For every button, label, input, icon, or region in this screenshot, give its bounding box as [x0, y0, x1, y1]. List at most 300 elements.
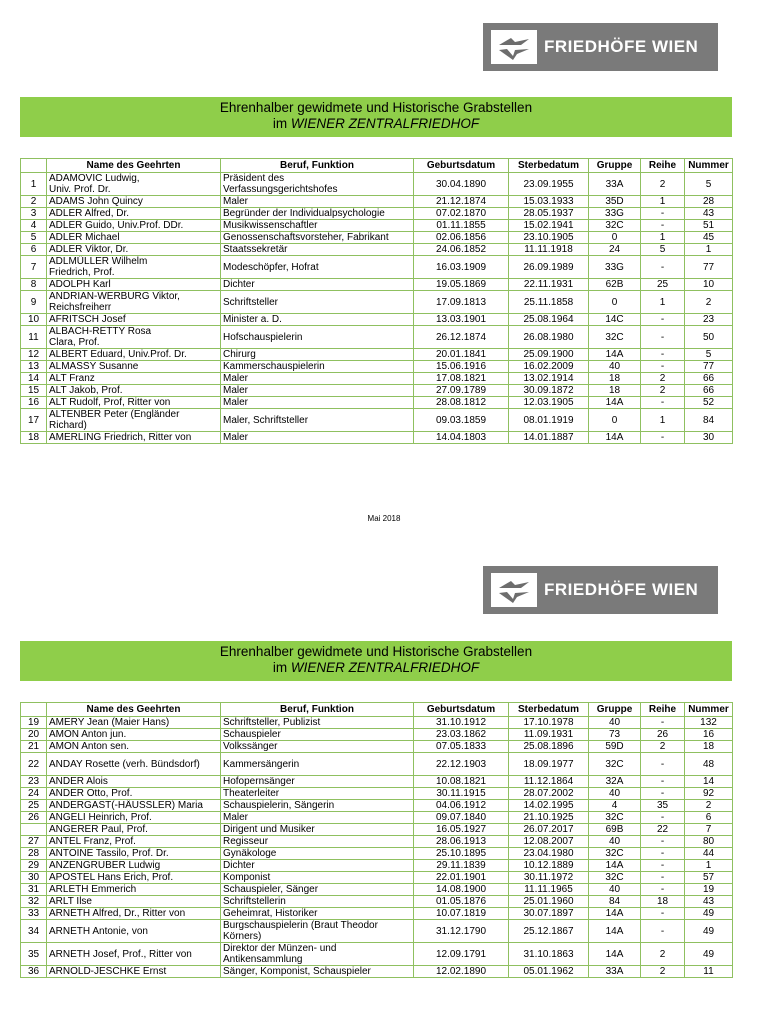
cell-profession: Geheimrat, Historiker	[221, 908, 414, 920]
cell-death-date: 11.11.1965	[509, 884, 589, 896]
cell-group: 14A	[589, 432, 641, 444]
cell-birth-date: 31.12.1790	[414, 920, 509, 943]
cell-death-date: 14.02.1995	[509, 800, 589, 812]
cell-number: 77	[685, 256, 733, 279]
cell-row-number: 31	[21, 884, 47, 896]
column-header-group: Gruppe	[589, 159, 641, 173]
cell-number: 44	[685, 848, 733, 860]
cell-honoree-name: AMERLING Friedrich, Ritter von	[47, 432, 221, 444]
cell-profession: Maler	[221, 397, 414, 409]
cell-honoree-name: ADLER Viktor, Dr.	[47, 244, 221, 256]
table-row	[21, 717, 733, 729]
cell-number: 51	[685, 220, 733, 232]
cell-group: 18	[589, 373, 641, 385]
page-subtitle: im WIENER ZENTRALFRIEDHOF	[272, 660, 480, 675]
cell-row: -	[641, 349, 685, 361]
cell-row-number: 34	[21, 920, 47, 943]
cell-birth-date: 14.04.1803	[414, 432, 509, 444]
cell-birth-date: 09.07.1840	[414, 812, 509, 824]
cell-number: 80	[685, 836, 733, 848]
cell-group: 40	[589, 361, 641, 373]
cell-row: -	[641, 361, 685, 373]
cell-death-date: 10.12.1889	[509, 860, 589, 872]
cell-profession: Kammersängerin	[221, 753, 414, 776]
cell-honoree-name: ADAMS John Quincy	[47, 196, 221, 208]
cell-row-number: 27	[21, 836, 47, 848]
cell-honoree-name: ADLER Alfred, Dr.	[47, 208, 221, 220]
cell-row: 22	[641, 824, 685, 836]
cell-group: 33G	[589, 256, 641, 279]
table-row	[21, 385, 733, 397]
table-row	[21, 196, 733, 208]
cell-honoree-name: ADLER Michael	[47, 232, 221, 244]
cell-birth-date: 30.11.1915	[414, 788, 509, 800]
cell-birth-date: 07.02.1870	[414, 208, 509, 220]
cell-death-date: 18.09.1977	[509, 753, 589, 776]
cell-honoree-name: ARNETH Josef, Prof., Ritter von	[47, 943, 221, 966]
column-header-birth-date: Geburtsdatum	[414, 703, 509, 717]
cell-row-number: 1	[21, 173, 47, 196]
cell-row-number: 6	[21, 244, 47, 256]
cell-row-number: 35	[21, 943, 47, 966]
cell-row: 1	[641, 409, 685, 432]
cell-birth-date: 14.08.1900	[414, 884, 509, 896]
cell-row-number: 11	[21, 326, 47, 349]
cell-row: -	[641, 872, 685, 884]
cell-birth-date: 04.06.1912	[414, 800, 509, 812]
cell-row: -	[641, 717, 685, 729]
cell-number: 5	[685, 173, 733, 196]
cell-group: 0	[589, 291, 641, 314]
cell-birth-date: 07.05.1833	[414, 741, 509, 753]
cell-birth-date: 17.08.1821	[414, 373, 509, 385]
cell-row-number: 10	[21, 314, 47, 326]
cell-death-date: 11.12.1864	[509, 776, 589, 788]
cell-profession: Maler, Schriftsteller	[221, 409, 414, 432]
cell-number: 66	[685, 385, 733, 397]
logo-mark-icon	[491, 573, 537, 607]
cell-number: 48	[685, 753, 733, 776]
cell-birth-date: 13.03.1901	[414, 314, 509, 326]
cell-death-date: 25.12.1867	[509, 920, 589, 943]
cell-row: 26	[641, 729, 685, 741]
cell-death-date: 12.08.2007	[509, 836, 589, 848]
cell-row: 18	[641, 896, 685, 908]
cell-death-date: 26.09.1989	[509, 256, 589, 279]
column-header-group: Gruppe	[589, 703, 641, 717]
cell-birth-date: 29.11.1839	[414, 860, 509, 872]
cell-row-number: 33	[21, 908, 47, 920]
cell-row-number: 17	[21, 409, 47, 432]
cell-number: 132	[685, 717, 733, 729]
cell-group: 14A	[589, 920, 641, 943]
cell-honoree-name: ADLER Guido, Univ.Prof. DDr.	[47, 220, 221, 232]
cell-birth-date: 27.09.1789	[414, 385, 509, 397]
cell-number: 1	[685, 244, 733, 256]
cell-birth-date: 01.05.1876	[414, 896, 509, 908]
cell-birth-date: 09.03.1859	[414, 409, 509, 432]
cell-row-number: 30	[21, 872, 47, 884]
cell-profession: Musikwissenschaftler	[221, 220, 414, 232]
cell-honoree-name: ALT Franz	[47, 373, 221, 385]
table-row	[21, 741, 733, 753]
table-row	[21, 256, 733, 279]
cell-group: 73	[589, 729, 641, 741]
cell-number: 28	[685, 196, 733, 208]
cell-profession: Dirigent und Musiker	[221, 824, 414, 836]
cell-row-number: 3	[21, 208, 47, 220]
title-band	[20, 641, 732, 681]
cell-profession: Sänger, Komponist, Schauspieler	[221, 966, 414, 978]
page-subtitle: im WIENER ZENTRALFRIEDHOF	[272, 116, 480, 131]
cell-number: 45	[685, 232, 733, 244]
cell-profession: Komponist	[221, 872, 414, 884]
cell-row: -	[641, 432, 685, 444]
cell-profession: Hofopernsänger	[221, 776, 414, 788]
cell-profession: Burgschauspielerin (Braut Theodor Körners)	[221, 920, 414, 943]
cell-row-number: 21	[21, 741, 47, 753]
cell-honoree-name: AFRITSCH Josef	[47, 314, 221, 326]
cell-honoree-name: ANDER Otto, Prof.	[47, 788, 221, 800]
cell-birth-date: 25.10.1895	[414, 848, 509, 860]
cell-profession: Maler	[221, 373, 414, 385]
table-row	[21, 244, 733, 256]
cell-honoree-name: ALMASSY Susanne	[47, 361, 221, 373]
cell-number: 6	[685, 812, 733, 824]
column-header-honoree-name: Name des Geehrten	[47, 703, 221, 717]
column-header-profession: Beruf, Funktion	[221, 703, 414, 717]
cell-number: 57	[685, 872, 733, 884]
table-row	[21, 824, 733, 836]
cell-group: 84	[589, 896, 641, 908]
cell-profession: Modeschöpfer, Hofrat	[221, 256, 414, 279]
cell-row-number: 23	[21, 776, 47, 788]
cell-row-number: 36	[21, 966, 47, 978]
cell-number: 49	[685, 920, 733, 943]
table-row	[21, 729, 733, 741]
cell-row: -	[641, 788, 685, 800]
cell-profession: Maler	[221, 432, 414, 444]
table-row	[21, 291, 733, 314]
cell-group: 14A	[589, 397, 641, 409]
cell-group: 40	[589, 884, 641, 896]
cell-group: 32C	[589, 326, 641, 349]
cell-group: 18	[589, 385, 641, 397]
cell-profession: Chirurg	[221, 349, 414, 361]
table-row	[21, 349, 733, 361]
cell-honoree-name: ALT Jakob, Prof.	[47, 385, 221, 397]
cell-group: 33A	[589, 966, 641, 978]
cell-death-date: 12.03.1905	[509, 397, 589, 409]
cell-profession: Direktor der Münzen- und Antikensammlung	[221, 943, 414, 966]
cell-profession: Gynäkologe	[221, 848, 414, 860]
cell-number: 16	[685, 729, 733, 741]
table-row	[21, 836, 733, 848]
cell-row-number: 32	[21, 896, 47, 908]
cell-row-number: 4	[21, 220, 47, 232]
cell-birth-date: 10.07.1819	[414, 908, 509, 920]
graves-table-1	[20, 158, 733, 444]
cell-birth-date: 28.08.1812	[414, 397, 509, 409]
cell-birth-date: 23.03.1862	[414, 729, 509, 741]
column-header-birth-date: Geburtsdatum	[414, 159, 509, 173]
cell-death-date: 23.10.1905	[509, 232, 589, 244]
cell-row: 5	[641, 244, 685, 256]
cell-row: 1	[641, 232, 685, 244]
logo-text: FRIEDHÖFE WIEN	[544, 37, 699, 56]
cell-row-number: 14	[21, 373, 47, 385]
column-header-number: Nummer	[685, 159, 733, 173]
cell-honoree-name: ARLETH Emmerich	[47, 884, 221, 896]
cell-number: 43	[685, 896, 733, 908]
cell-honoree-name: ALBERT Eduard, Univ.Prof. Dr.	[47, 349, 221, 361]
cell-honoree-name: AMON Anton sen.	[47, 741, 221, 753]
cell-death-date: 11.09.1931	[509, 729, 589, 741]
cell-row: -	[641, 326, 685, 349]
table-row	[21, 812, 733, 824]
cell-death-date: 21.10.1925	[509, 812, 589, 824]
table-row	[21, 896, 733, 908]
cell-row: -	[641, 884, 685, 896]
cell-row-number: 24	[21, 788, 47, 800]
cell-group: 4	[589, 800, 641, 812]
cell-death-date: 28.05.1937	[509, 208, 589, 220]
cell-number: 2	[685, 291, 733, 314]
cell-row: -	[641, 220, 685, 232]
cell-profession: Regisseur	[221, 836, 414, 848]
cell-group: 33G	[589, 208, 641, 220]
page-footer: Mai 2018	[367, 514, 401, 523]
table-header-row	[21, 703, 733, 717]
table-row	[21, 966, 733, 978]
cell-row: -	[641, 836, 685, 848]
cell-number: 7	[685, 824, 733, 836]
column-header-number: Nummer	[685, 703, 733, 717]
cell-honoree-name: ANDERGAST(-HÄUSSLER) Maria	[47, 800, 221, 812]
cell-row: 1	[641, 291, 685, 314]
cell-group: 40	[589, 788, 641, 800]
cell-honoree-name: ANTOINE Tassilo, Prof. Dr.	[47, 848, 221, 860]
graves-table-2	[20, 702, 733, 978]
cell-profession: Genossenschaftsvorsteher, Fabrikant	[221, 232, 414, 244]
cell-death-date: 30.09.1872	[509, 385, 589, 397]
cell-row: 2	[641, 943, 685, 966]
table-row	[21, 860, 733, 872]
cell-row: 1	[641, 196, 685, 208]
cell-number: 30	[685, 432, 733, 444]
cell-profession: Begründer der Individualpsychologie	[221, 208, 414, 220]
cell-number: 18	[685, 741, 733, 753]
cell-birth-date: 16.03.1909	[414, 256, 509, 279]
cell-honoree-name: AMON Anton jun.	[47, 729, 221, 741]
cell-profession: Staatssekretär	[221, 244, 414, 256]
cell-honoree-name: ANTEL Franz, Prof.	[47, 836, 221, 848]
cell-birth-date: 24.06.1852	[414, 244, 509, 256]
table-row	[21, 884, 733, 896]
page-title: Ehrenhalber gewidmete und Historische Grabstellen	[219, 100, 533, 115]
cell-death-date: 17.10.1978	[509, 717, 589, 729]
table-row	[21, 753, 733, 776]
cell-group: 32C	[589, 812, 641, 824]
cell-number: 10	[685, 279, 733, 291]
cell-honoree-name: ANZENGRUBER Ludwig	[47, 860, 221, 872]
cell-honoree-name: ADAMOVIC Ludwig, Univ. Prof. Dr.	[47, 173, 221, 196]
cell-row-number: 20	[21, 729, 47, 741]
cell-profession: Kammerschauspielerin	[221, 361, 414, 373]
logo-text: FRIEDHÖFE WIEN	[544, 580, 699, 599]
cell-row: 2	[641, 741, 685, 753]
cell-group: 32A	[589, 776, 641, 788]
cell-group: 40	[589, 836, 641, 848]
cell-row-number	[21, 824, 47, 836]
cell-row-number: 19	[21, 717, 47, 729]
table-row	[21, 361, 733, 373]
cell-birth-date: 22.01.1901	[414, 872, 509, 884]
cell-death-date: 08.01.1919	[509, 409, 589, 432]
cell-profession: Dichter	[221, 279, 414, 291]
cell-honoree-name: APOSTEL Hans Erich, Prof.	[47, 872, 221, 884]
cell-death-date: 30.11.1972	[509, 872, 589, 884]
cell-group: 32C	[589, 220, 641, 232]
cell-number: 43	[685, 208, 733, 220]
cell-group: 14A	[589, 860, 641, 872]
cell-birth-date: 31.10.1912	[414, 717, 509, 729]
cell-death-date: 14.01.1887	[509, 432, 589, 444]
cell-number: 92	[685, 788, 733, 800]
friedhoefe-wien-logo	[483, 23, 718, 71]
table-header-row	[21, 159, 733, 173]
cell-row: 2	[641, 173, 685, 196]
cell-profession: Präsident des Verfassungsgerichtshofes	[221, 173, 414, 196]
cell-honoree-name: AMERY Jean (Maier Hans)	[47, 717, 221, 729]
cell-row-number: 12	[21, 349, 47, 361]
cell-honoree-name: ANDRIAN-WERBURG Viktor, Reichsfreiherr	[47, 291, 221, 314]
cell-profession: Maler	[221, 812, 414, 824]
cell-group: 0	[589, 232, 641, 244]
cell-row: -	[641, 920, 685, 943]
cell-death-date: 28.07.2002	[509, 788, 589, 800]
cell-row: -	[641, 776, 685, 788]
table-row	[21, 908, 733, 920]
cell-death-date: 11.11.1918	[509, 244, 589, 256]
table-row	[21, 279, 733, 291]
cell-birth-date: 02.06.1856	[414, 232, 509, 244]
cell-profession: Schauspieler, Sänger	[221, 884, 414, 896]
cell-honoree-name: ADOLPH Karl	[47, 279, 221, 291]
column-header-profession: Beruf, Funktion	[221, 159, 414, 173]
cell-group: 32C	[589, 753, 641, 776]
cell-row: -	[641, 812, 685, 824]
cell-honoree-name: ANDER Alois	[47, 776, 221, 788]
cell-number: 77	[685, 361, 733, 373]
cell-number: 23	[685, 314, 733, 326]
cell-birth-date: 01.11.1855	[414, 220, 509, 232]
cell-row: 25	[641, 279, 685, 291]
cell-death-date: 16.02.2009	[509, 361, 589, 373]
cell-profession: Hofschauspielerin	[221, 326, 414, 349]
column-header-death-date: Sterbedatum	[509, 159, 589, 173]
friedhoefe-wien-logo	[483, 566, 718, 614]
cell-number: 1	[685, 860, 733, 872]
cell-death-date: 15.02.1941	[509, 220, 589, 232]
cell-birth-date: 19.05.1869	[414, 279, 509, 291]
cell-group: 33A	[589, 173, 641, 196]
cell-group: 69B	[589, 824, 641, 836]
cell-row: -	[641, 753, 685, 776]
cell-death-date: 31.10.1863	[509, 943, 589, 966]
page-title: Ehrenhalber gewidmete und Historische Grabstellen	[219, 644, 533, 659]
cell-row: -	[641, 397, 685, 409]
cell-honoree-name: ARNOLD-JESCHKE Ernst	[47, 966, 221, 978]
table-row	[21, 848, 733, 860]
cell-group: 32C	[589, 848, 641, 860]
cell-birth-date: 21.12.1874	[414, 196, 509, 208]
cell-row: -	[641, 908, 685, 920]
cell-profession: Maler	[221, 196, 414, 208]
cell-number: 66	[685, 373, 733, 385]
table-row	[21, 397, 733, 409]
column-header-honoree-name: Name des Geehrten	[47, 159, 221, 173]
cell-birth-date: 16.05.1927	[414, 824, 509, 836]
table-row	[21, 232, 733, 244]
cell-birth-date: 20.01.1841	[414, 349, 509, 361]
cell-death-date: 25.01.1960	[509, 896, 589, 908]
cell-honoree-name: ALT Rudolf, Prof, Ritter von	[47, 397, 221, 409]
cell-group: 40	[589, 717, 641, 729]
cell-number: 5	[685, 349, 733, 361]
cell-honoree-name: ANDAY Rosette (verh. Bündsdorf)	[47, 753, 221, 776]
cell-row: 2	[641, 385, 685, 397]
cell-profession: Schriftsteller	[221, 291, 414, 314]
table-row	[21, 208, 733, 220]
cell-row-number: 2	[21, 196, 47, 208]
cell-row: -	[641, 314, 685, 326]
cell-number: 50	[685, 326, 733, 349]
cell-row: -	[641, 848, 685, 860]
cell-group: 24	[589, 244, 641, 256]
cell-profession: Dichter	[221, 860, 414, 872]
cell-row-number: 9	[21, 291, 47, 314]
cell-row: 2	[641, 966, 685, 978]
cell-death-date: 23.09.1955	[509, 173, 589, 196]
cell-row-number: 29	[21, 860, 47, 872]
cell-birth-date: 30.04.1890	[414, 173, 509, 196]
table-row	[21, 800, 733, 812]
cell-birth-date: 22.12.1903	[414, 753, 509, 776]
cell-honoree-name: ARNETH Alfred, Dr., Ritter von	[47, 908, 221, 920]
cell-row: -	[641, 208, 685, 220]
cell-honoree-name: ARNETH Antonie, von	[47, 920, 221, 943]
table-row	[21, 314, 733, 326]
cell-death-date: 30.07.1897	[509, 908, 589, 920]
cell-birth-date: 12.09.1791	[414, 943, 509, 966]
cell-row: -	[641, 256, 685, 279]
cell-honoree-name: ANGERER Paul, Prof.	[47, 824, 221, 836]
cell-row: -	[641, 860, 685, 872]
cell-death-date: 25.11.1858	[509, 291, 589, 314]
cell-group: 62B	[589, 279, 641, 291]
cell-group: 35D	[589, 196, 641, 208]
table-row	[21, 220, 733, 232]
column-header-row-number	[21, 703, 47, 717]
cell-death-date: 26.08.1980	[509, 326, 589, 349]
cell-profession: Theaterleiter	[221, 788, 414, 800]
column-header-row: Reihe	[641, 159, 685, 173]
cell-honoree-name: ALTENBER Peter (Engländer Richard)	[47, 409, 221, 432]
cell-number: 14	[685, 776, 733, 788]
cell-honoree-name: ADLMÜLLER Wilhelm Friedrich, Prof.	[47, 256, 221, 279]
cell-death-date: 23.04.1980	[509, 848, 589, 860]
